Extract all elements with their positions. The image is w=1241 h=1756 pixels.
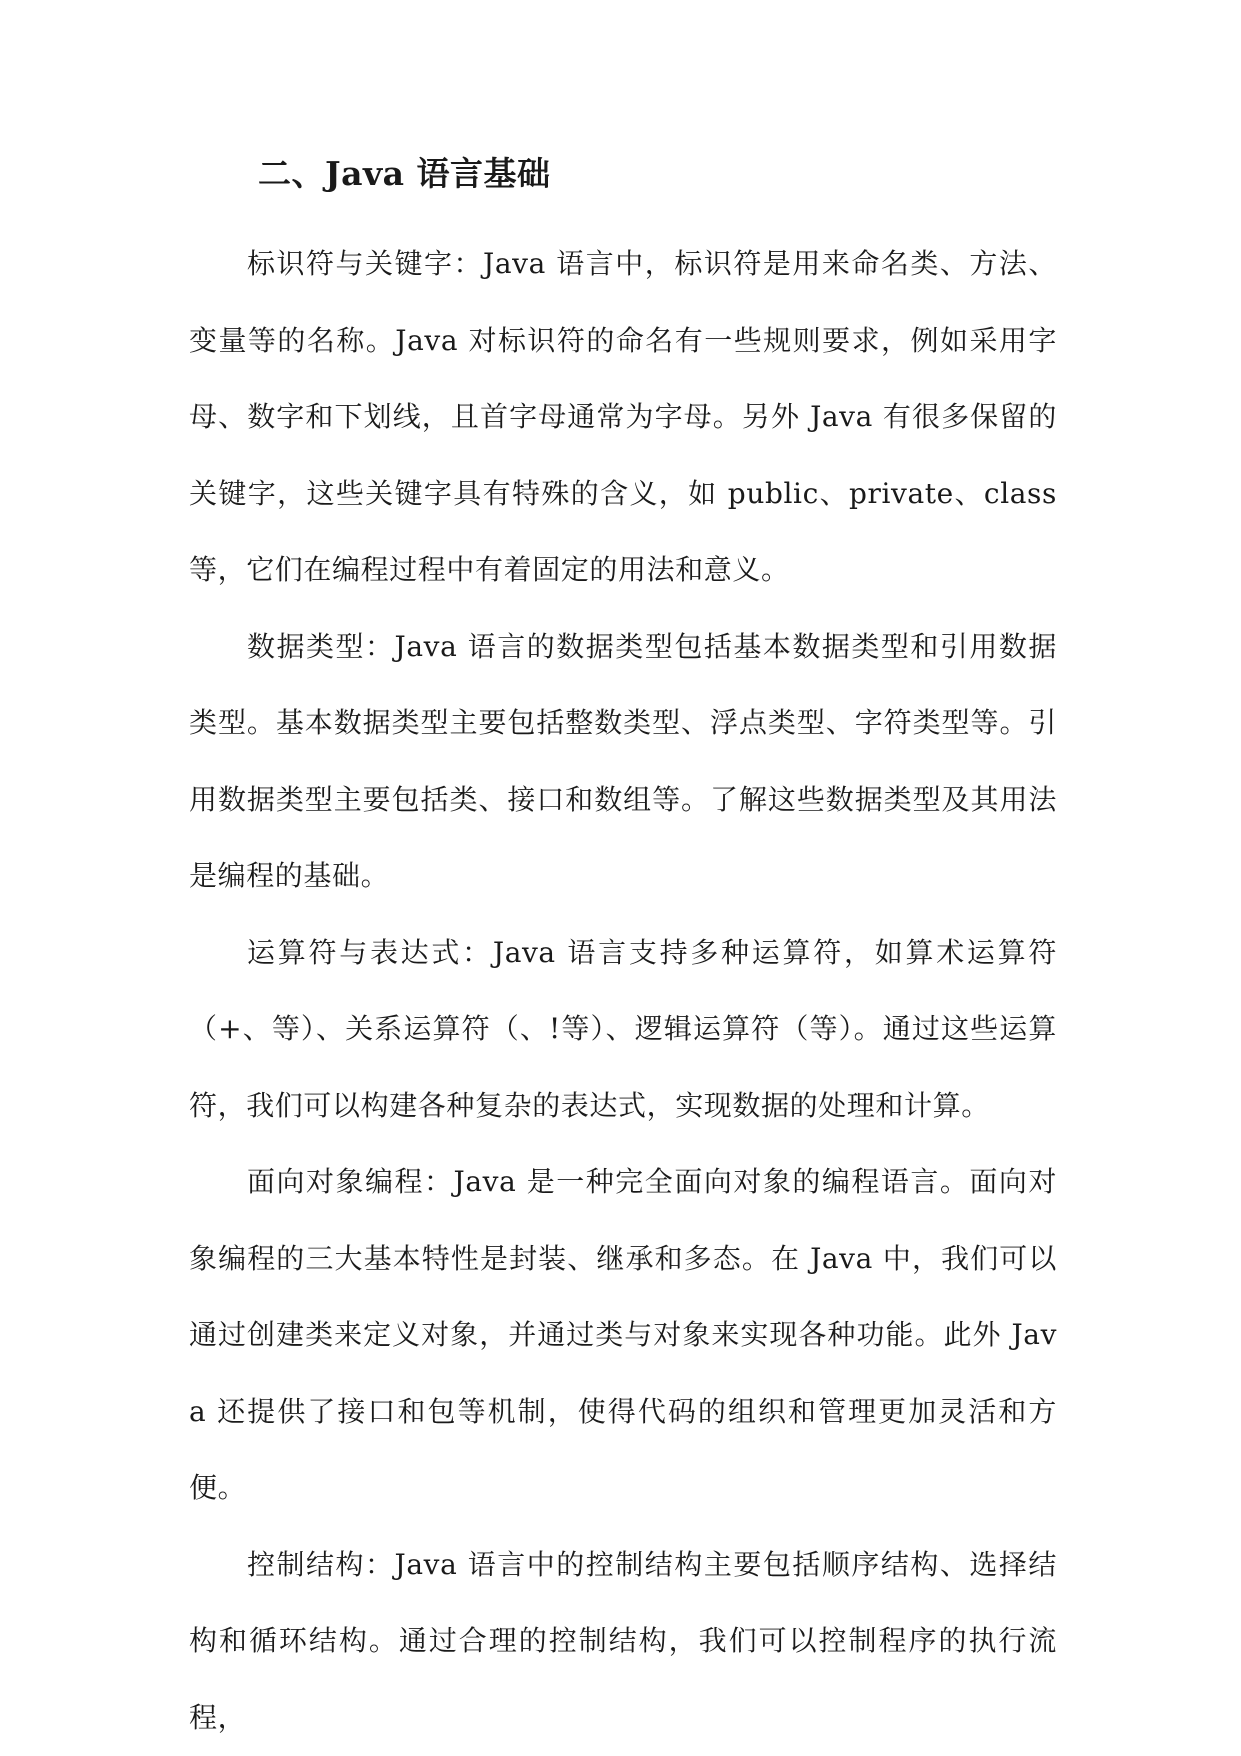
paragraph-identifiers-keywords: 标识符与关键字：Java 语言中，标识符是用来命名类、方法、变量等的名称。Java 对标识符的命名有一些规则要求，例如采用字母、数字和下划线，且首字母通常为字母。另外 Java 有很多保留的关键字，这些关键字具有特殊的含义，如 public、private、class 等，它们在编程过程中有着固定的用法和意义。	[189, 226, 1057, 609]
body-text	[189, 226, 1057, 1756]
section-heading: 二、Java 语言基础	[258, 148, 551, 195]
paragraph-data-types: 数据类型：Java 语言的数据类型包括基本数据类型和引用数据类型。基本数据类型主要包括整数类型、浮点类型、字符类型等。引用数据类型主要包括类、接口和数组等。了解这些数据类型及其用法是编程的基础。	[189, 609, 1057, 915]
paragraph-object-oriented: 面向对象编程：Java 是一种完全面向对象的编程语言。面向对象编程的三大基本特性是封装、继承和多态。在 Java 中，我们可以通过创建类来定义对象，并通过类与对象来实现各种功能。此外 Java 还提供了接口和包等机制，使得代码的组织和管理更加灵活和方便。	[189, 1144, 1057, 1527]
paragraph-operators-expressions: 运算符与表达式：Java 语言支持多种运算符，如算术运算符（+、等）、关系运算符（、!等）、逻辑运算符（等）。通过这些运算符，我们可以构建各种复杂的表达式，实现数据的处理和计算。	[189, 915, 1057, 1145]
paragraph-control-structures: 控制结构：Java 语言中的控制结构主要包括顺序结构、选择结构和循环结构。通过合理的控制结构，我们可以控制程序的执行流程，	[189, 1527, 1057, 1756]
